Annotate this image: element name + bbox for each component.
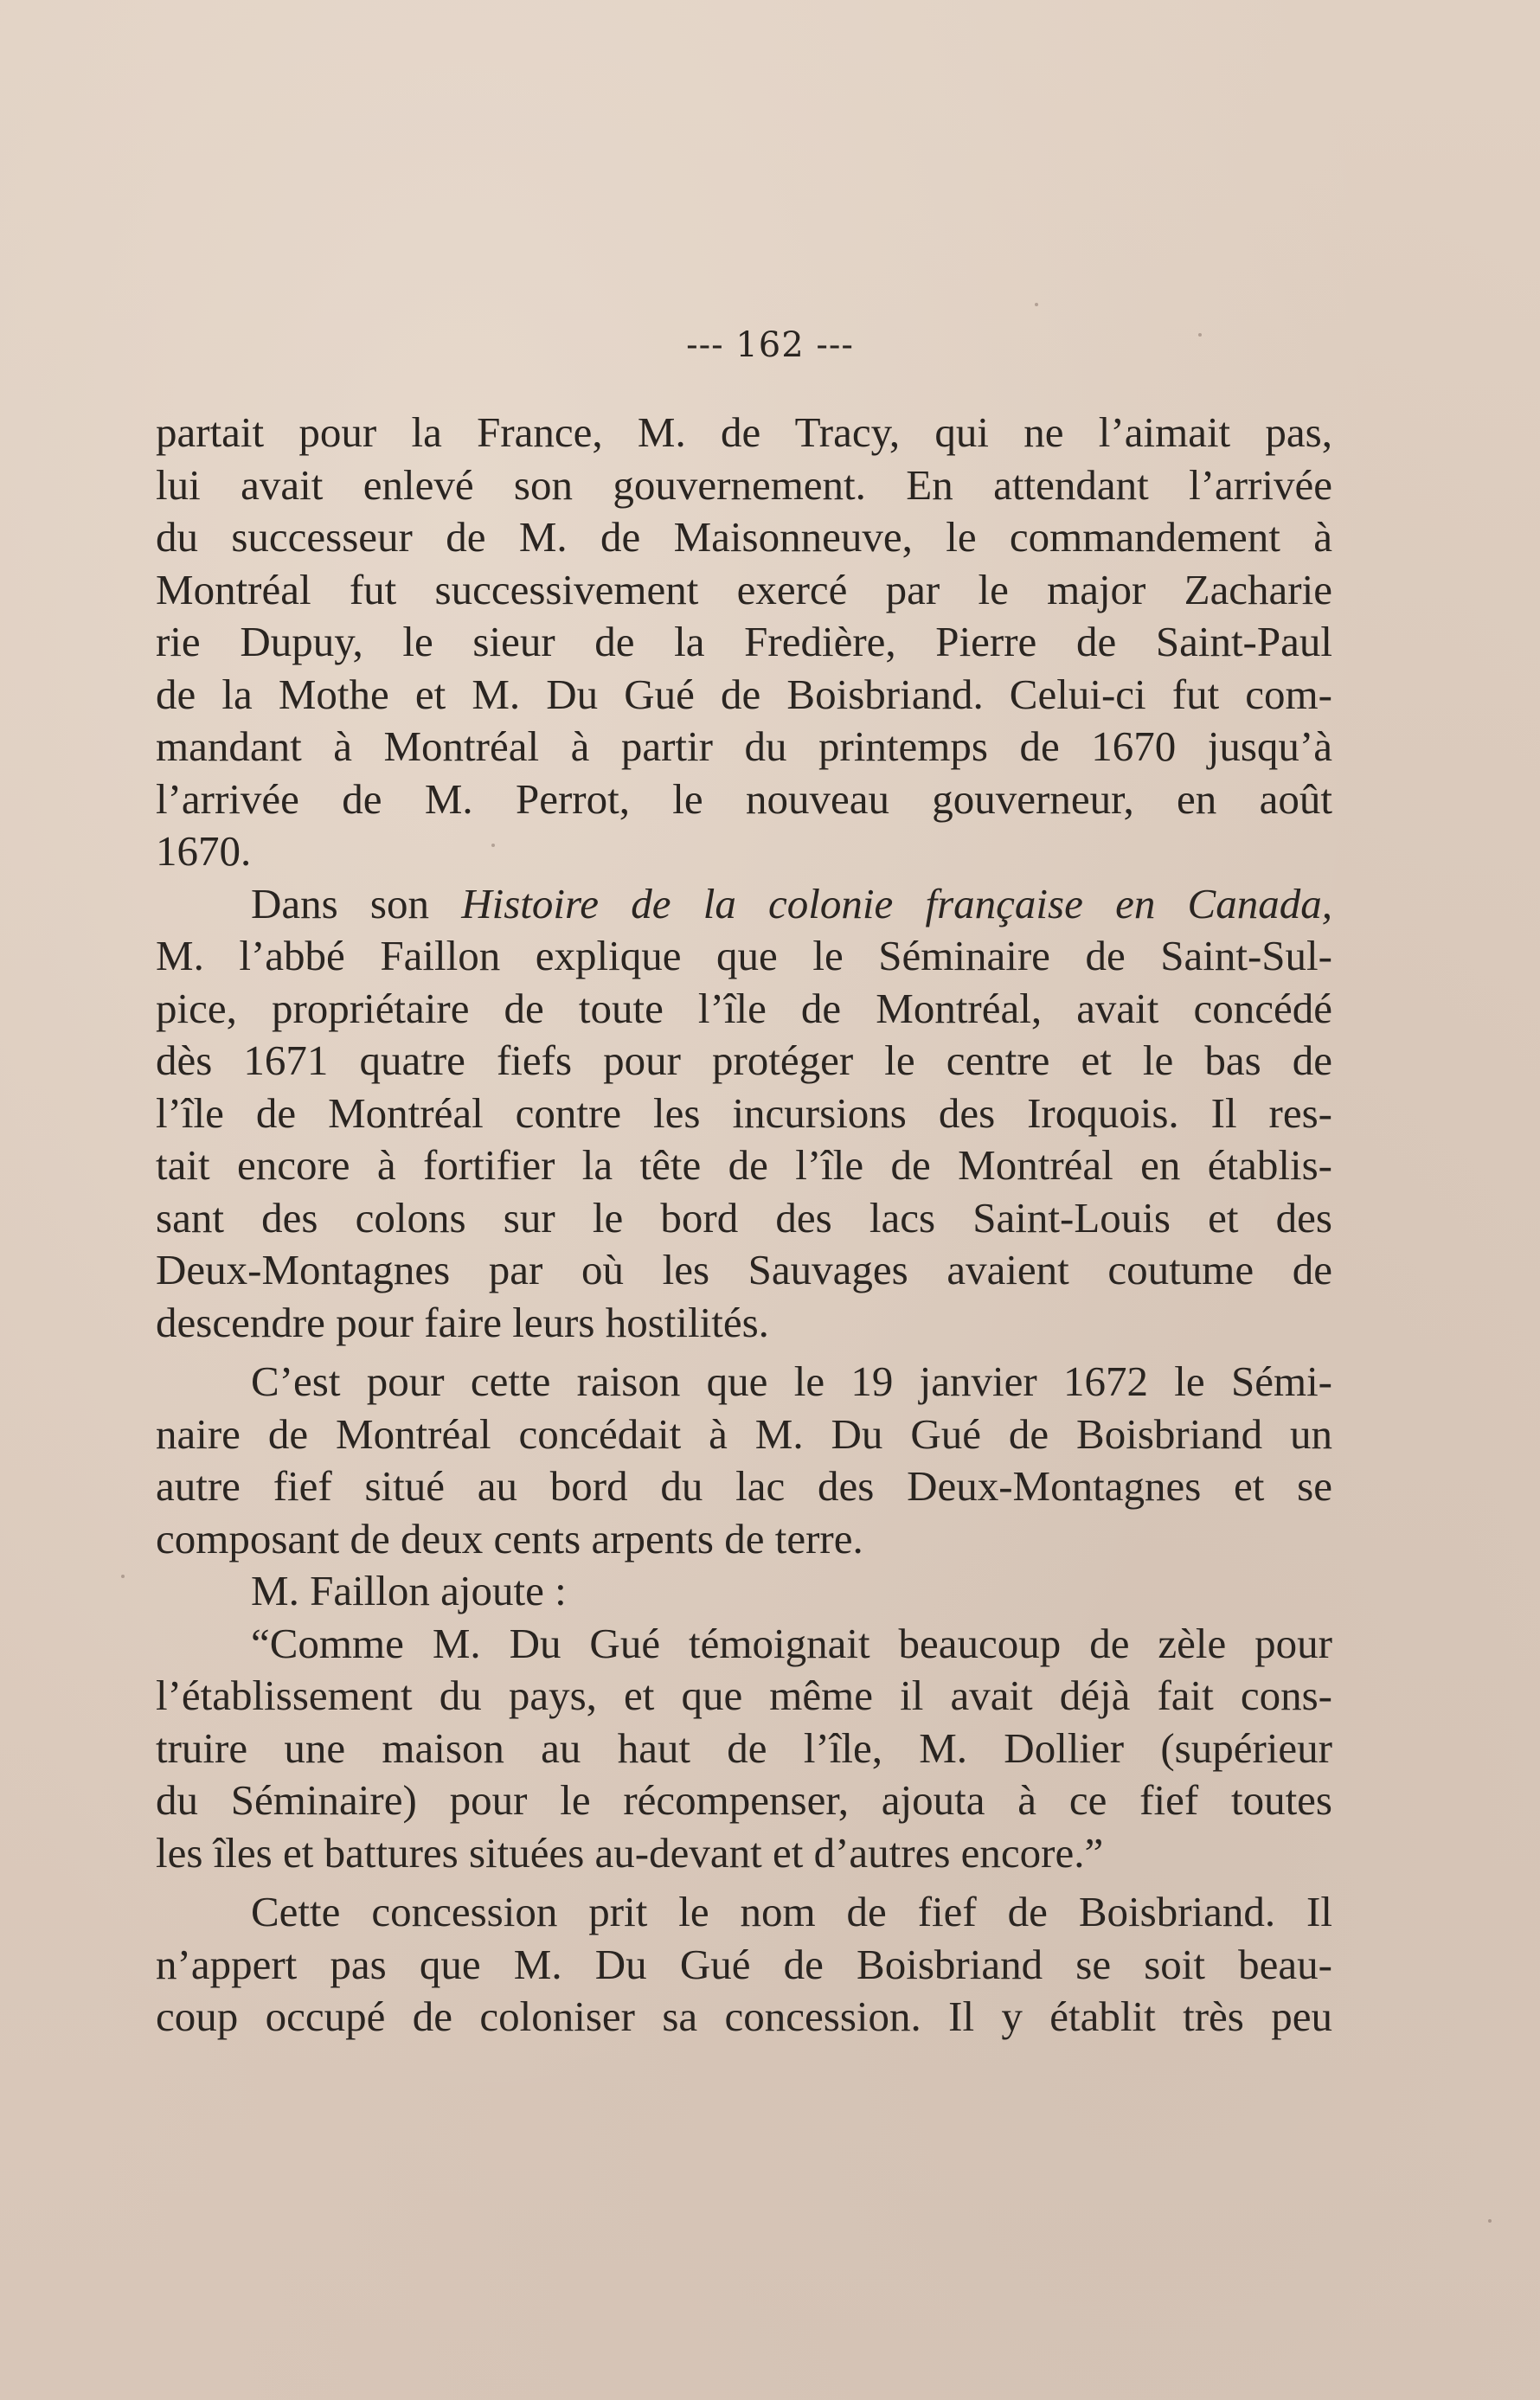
paper-speck	[1488, 2219, 1492, 2223]
text-line: pice, propriétaire de toute l’île de Montréal, avait concédé	[156, 984, 1332, 1032]
text-line: de la Mothe et M. Du Gué de Boisbriand. Celui-ci fut com-	[156, 670, 1332, 718]
text-line: Cette concession prit le nom de fief de Boisbriand. Il	[251, 1888, 1332, 1935]
text-line: Montréal fut successivement exercé par le major Zacharie	[156, 565, 1332, 613]
text-line: C’est pour cette raison que le 19 janvier 1672 le Sémi-	[251, 1357, 1332, 1405]
text-line: l’île de Montréal contre les incursions des Iroquois. Il res-	[156, 1088, 1332, 1137]
text-line: truire une maison au haut de l’île, M. Dollier (supérieur	[156, 1723, 1332, 1772]
text-line: n’appert pas que M. Du Gué de Boisbriand se soit beau-	[156, 1940, 1332, 1988]
text-line: Deux-Montagnes par où les Sauvages avaient coutume de	[156, 1246, 1332, 1293]
text-line: l’établissement du pays, et que même il avait déjà fait cons-	[156, 1672, 1332, 1719]
text-line: partait pour la France, M. de Tracy, qui ne l’aimait pas,	[156, 408, 1332, 456]
body-text	[156, 407, 1332, 2044]
text-line: sant des colons sur le bord des lacs Saint-Louis et des	[156, 1193, 1332, 1242]
text-line: dès 1671 quatre fiefs pour protéger le centre et le bas de	[156, 1036, 1332, 1084]
text-line: les îles et battures situées au-devant et d’autres encore.”	[156, 1828, 1104, 1877]
text-line: “Comme M. Du Gué témoignait beaucoup de zèle pour	[251, 1619, 1332, 1667]
text-line: naire de Montréal concédait à M. Du Gué de Boisbriand un	[156, 1409, 1332, 1458]
text-line: M. l’abbé Faillon explique que le Séminaire de Saint-Sul-	[156, 932, 1332, 979]
paper-speck	[1035, 303, 1038, 306]
text-line: M. Faillon ajoute :	[251, 1567, 567, 1614]
paper-speck	[121, 1575, 125, 1578]
text-line: tait encore à fortifier la tête de l’île de Montréal en établis-	[156, 1141, 1332, 1189]
text-line: du successeur de M. de Maisonneuve, le commandement à	[156, 513, 1332, 561]
text-line: composant de deux cents arpents de terre.	[156, 1514, 863, 1563]
page-number: --- 162 ---	[686, 325, 854, 365]
text-line: du Séminaire) pour le récompenser, ajouta à ce fief toutes	[156, 1776, 1332, 1824]
text-line: autre fief situé au bord du lac des Deux-Montagnes et se	[156, 1462, 1332, 1510]
text-line: Dans son Histoire de la colonie française en Canada,	[251, 879, 1332, 927]
text-line: 1670.	[156, 827, 252, 875]
text-line: mandant à Montréal à partir du printemps de 1670 jusqu’à	[156, 722, 1332, 770]
text-line: lui avait enlevé son gouvernement. En attendant l’arrivée	[156, 460, 1332, 509]
text-line: l’arrivée de M. Perrot, le nouveau gouverneur, en août	[156, 774, 1332, 823]
text-line: descendre pour faire leurs hostilités.	[156, 1298, 769, 1346]
book-title: Histoire de la colonie française en Canada,	[461, 879, 1332, 927]
text-line: rie Dupuy, le sieur de la Fredière, Pierre de Saint-Paul	[156, 618, 1332, 665]
text-line: coup occupé de coloniser sa concession. Il y établit très peu	[156, 1993, 1332, 2040]
